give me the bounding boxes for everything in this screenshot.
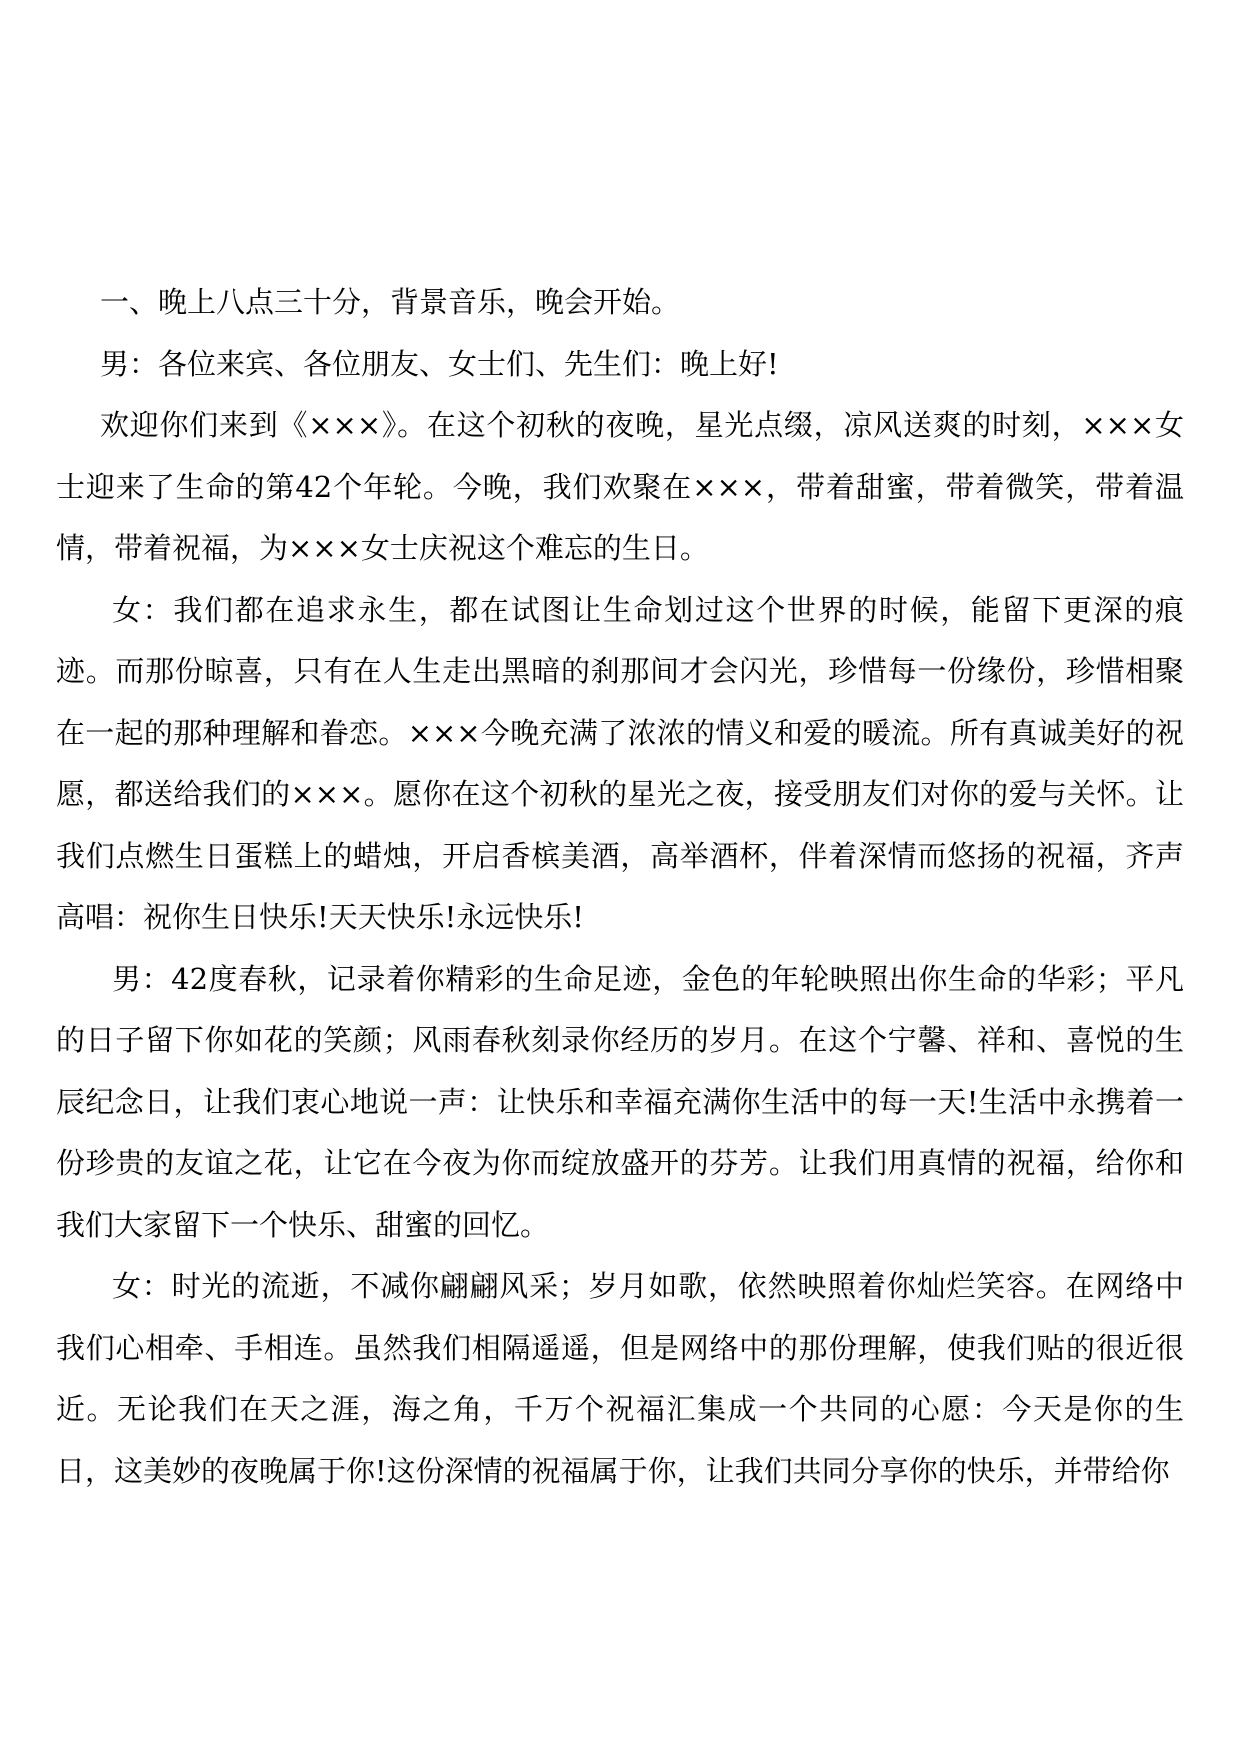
document-body xyxy=(56,272,1184,1502)
paragraph-male-greeting: 男：各位来宾、各位朋友、女士们、先生们：晚上好! xyxy=(100,346,779,381)
paragraph-male-speech-2: 男：42度春秋，记录着你精彩的生命足迹，金色的年轮映照出你生命的华彩；平凡的日子留下你如花的笑颜；风雨春秋刻录你经历的岁月。在这个宁馨、祥和、喜悦的生辰纪念日，让我们衷心地说一声：让快乐和幸福充满你生活中的每一天!生活中永携着一份珍贵的友谊之花，让它在今夜为你而绽放盛开的芬芳。让我们用真情的祝福，给你和我们大家留下一个快乐、甜蜜的回忆。 xyxy=(56,961,1184,1242)
paragraph-program-start: 一、晚上八点三十分，背景音乐，晚会开始。 xyxy=(100,285,681,319)
paragraph-female-speech-1: 女：我们都在追求永生，都在试图让生命划过这个世界的时候，能留下更深的痕迹。而那份晾喜，只有在人生走出黑暗的刹那间才会闪光，珍惜每一份缘份，珍惜相聚在一起的那种理解和眷恋。×××今晚充满了浓浓的情义和爱的暖流。所有真诚美好的祝愿，都送给我们的×××。愿你在这个初秋的星光之夜，接受朋友们对你的爱与关怀。让我们点燃生日蛋糕上的蜡烛，开启香槟美酒，高举酒杯，伴着深情而悠扬的祝福，齐声高唱：祝你生日快乐!天天快乐!永远快乐! xyxy=(56,592,1184,934)
paragraph-welcome: 欢迎你们来到《×××》。在这个初秋的夜晚，星光点缀，凉风送爽的时刻，×××女士迎来了生命的第42个年轮。今晚，我们欢聚在×××，带着甜蜜，带着微笑，带着温情，带着祝福，为×××女士庆祝这个难忘的生日。 xyxy=(56,408,1184,565)
paragraph-female-speech-2: 女：时光的流逝，不减你翩翩风采；岁月如歌，依然映照着你灿烂笑容。在网络中我们心相牵、手相连。虽然我们相隔遥遥，但是网络中的那份理解，使我们贴的很近很近。无论我们在天之涯，海之角，千万个祝福汇集成一个共同的心愿：今天是你的生日，这美妙的夜晚属于你!这份深情的祝福属于你，让我们共同分享你的快乐，并带给你 xyxy=(56,1269,1184,1488)
